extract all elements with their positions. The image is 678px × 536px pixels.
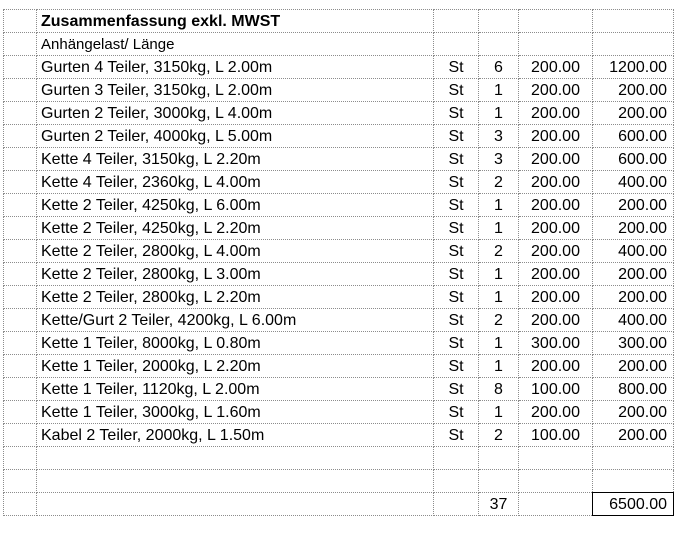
table-row: [4, 171, 674, 194]
item-description[interactable]: Kette 2 Teiler, 2800kg, L 4.00m: [37, 240, 434, 263]
table-row: [4, 401, 674, 424]
item-unit-price[interactable]: 200.00: [519, 148, 593, 171]
table-row: [4, 378, 674, 401]
cell[interactable]: [37, 470, 434, 493]
item-description[interactable]: Kette 2 Teiler, 4250kg, L 2.20m: [37, 217, 434, 240]
item-unit[interactable]: St: [434, 194, 479, 217]
cell[interactable]: [434, 447, 479, 470]
cell[interactable]: [434, 33, 479, 56]
item-unit-price[interactable]: 100.00: [519, 424, 593, 447]
item-unit-price[interactable]: 200.00: [519, 240, 593, 263]
item-unit[interactable]: St: [434, 309, 479, 332]
item-total[interactable]: 200.00: [593, 424, 674, 447]
item-description[interactable]: Kabel 2 Teiler, 2000kg, L 1.50m: [37, 424, 434, 447]
item-unit[interactable]: St: [434, 125, 479, 148]
item-unit-price[interactable]: 200.00: [519, 171, 593, 194]
cell[interactable]: [593, 33, 674, 56]
item-quantity[interactable]: 1: [479, 355, 519, 378]
item-total[interactable]: 400.00: [593, 240, 674, 263]
cell[interactable]: [479, 447, 519, 470]
totals-row: [4, 493, 674, 516]
item-unit[interactable]: St: [434, 355, 479, 378]
item-total[interactable]: 600.00: [593, 125, 674, 148]
empty-row: [4, 470, 674, 493]
cell[interactable]: [4, 355, 37, 378]
cell[interactable]: [434, 10, 479, 33]
cell[interactable]: [593, 447, 674, 470]
item-description[interactable]: Gurten 2 Teiler, 3000kg, L 4.00m: [37, 102, 434, 125]
cell[interactable]: [4, 102, 37, 125]
item-quantity[interactable]: 1: [479, 79, 519, 102]
table-row: [4, 148, 674, 171]
item-total[interactable]: 200.00: [593, 79, 674, 102]
title-row: [4, 10, 674, 33]
item-description[interactable]: Kette 2 Teiler, 4250kg, L 6.00m: [37, 194, 434, 217]
cell[interactable]: [479, 33, 519, 56]
table-row: [4, 309, 674, 332]
table-row: [4, 56, 674, 79]
cell[interactable]: [4, 470, 37, 493]
item-total[interactable]: 300.00: [593, 332, 674, 355]
subtitle-row: [4, 33, 674, 56]
cell[interactable]: [593, 470, 674, 493]
item-quantity[interactable]: 6: [479, 56, 519, 79]
item-unit-price[interactable]: 200.00: [519, 102, 593, 125]
table-row: [4, 125, 674, 148]
spreadsheet: [3, 9, 673, 534]
cell[interactable]: [519, 447, 593, 470]
item-unit-price[interactable]: 100.00: [519, 378, 593, 401]
item-unit[interactable]: St: [434, 240, 479, 263]
table-row: [4, 217, 674, 240]
cell[interactable]: [4, 447, 37, 470]
table-row: [4, 263, 674, 286]
empty-row: [4, 447, 674, 470]
cell[interactable]: [4, 217, 37, 240]
table-row: [4, 102, 674, 125]
item-total[interactable]: 200.00: [593, 263, 674, 286]
item-quantity[interactable]: 2: [479, 424, 519, 447]
item-unit-price[interactable]: 200.00: [519, 355, 593, 378]
summary-table: [3, 9, 674, 516]
cell[interactable]: [4, 56, 37, 79]
cell[interactable]: [4, 148, 37, 171]
item-quantity[interactable]: 2: [479, 240, 519, 263]
item-unit[interactable]: St: [434, 79, 479, 102]
item-total[interactable]: 200.00: [593, 355, 674, 378]
cell[interactable]: [519, 10, 593, 33]
item-unit[interactable]: St: [434, 263, 479, 286]
item-quantity[interactable]: 3: [479, 148, 519, 171]
table-row: [4, 332, 674, 355]
item-description[interactable]: Kette 2 Teiler, 2800kg, L 3.00m: [37, 263, 434, 286]
item-description[interactable]: Gurten 4 Teiler, 3150kg, L 2.00m: [37, 56, 434, 79]
cell[interactable]: [4, 125, 37, 148]
item-unit[interactable]: St: [434, 424, 479, 447]
cell[interactable]: [4, 309, 37, 332]
cell[interactable]: [4, 493, 37, 516]
item-quantity[interactable]: 1: [479, 286, 519, 309]
item-description[interactable]: Kette 4 Teiler, 3150kg, L 2.20m: [37, 148, 434, 171]
quantity-total[interactable]: 37: [479, 493, 519, 516]
item-unit-price[interactable]: 200.00: [519, 79, 593, 102]
item-description[interactable]: Kette 1 Teiler, 3000kg, L 1.60m: [37, 401, 434, 424]
item-unit-price[interactable]: 200.00: [519, 401, 593, 424]
cell[interactable]: [4, 33, 37, 56]
cell[interactable]: [4, 10, 37, 33]
item-unit[interactable]: St: [434, 401, 479, 424]
item-unit-price[interactable]: 300.00: [519, 332, 593, 355]
cell[interactable]: [4, 332, 37, 355]
item-unit[interactable]: St: [434, 148, 479, 171]
table-row: [4, 240, 674, 263]
item-unit[interactable]: St: [434, 102, 479, 125]
item-total[interactable]: 200.00: [593, 286, 674, 309]
item-unit-price[interactable]: 200.00: [519, 56, 593, 79]
item-quantity[interactable]: 1: [479, 102, 519, 125]
cell[interactable]: [519, 493, 593, 516]
item-description[interactable]: Kette 4 Teiler, 2360kg, L 4.00m: [37, 171, 434, 194]
item-quantity[interactable]: 1: [479, 401, 519, 424]
cell[interactable]: [4, 79, 37, 102]
item-quantity[interactable]: 1: [479, 217, 519, 240]
cell[interactable]: [593, 10, 674, 33]
cell[interactable]: [4, 194, 37, 217]
cell[interactable]: [4, 378, 37, 401]
grand-total[interactable]: 6500.00: [593, 493, 674, 516]
table-row: [4, 286, 674, 309]
item-unit[interactable]: St: [434, 378, 479, 401]
item-quantity[interactable]: 3: [479, 125, 519, 148]
cell[interactable]: [479, 10, 519, 33]
item-quantity[interactable]: 2: [479, 171, 519, 194]
item-total[interactable]: 800.00: [593, 378, 674, 401]
cell[interactable]: [519, 470, 593, 493]
cell[interactable]: [4, 401, 37, 424]
sheet-title[interactable]: Zusammenfassung exkl. MWST: [37, 10, 434, 33]
item-total[interactable]: 200.00: [593, 102, 674, 125]
sheet-subtitle[interactable]: Anhängelast/ Länge: [37, 33, 434, 56]
table-row: [4, 194, 674, 217]
item-unit[interactable]: St: [434, 217, 479, 240]
item-total[interactable]: 200.00: [593, 401, 674, 424]
item-quantity[interactable]: 1: [479, 332, 519, 355]
item-unit[interactable]: St: [434, 332, 479, 355]
item-quantity[interactable]: 1: [479, 194, 519, 217]
cell[interactable]: [4, 424, 37, 447]
item-total[interactable]: 200.00: [593, 194, 674, 217]
item-description[interactable]: Kette 1 Teiler, 2000kg, L 2.20m: [37, 355, 434, 378]
cell[interactable]: [434, 493, 479, 516]
cell[interactable]: [479, 470, 519, 493]
item-description[interactable]: Gurten 3 Teiler, 3150kg, L 2.00m: [37, 79, 434, 102]
item-total[interactable]: 400.00: [593, 309, 674, 332]
item-description[interactable]: Kette 1 Teiler, 8000kg, L 0.80m: [37, 332, 434, 355]
item-description[interactable]: Kette/Gurt 2 Teiler, 4200kg, L 6.00m: [37, 309, 434, 332]
item-unit-price[interactable]: 200.00: [519, 125, 593, 148]
item-total[interactable]: 400.00: [593, 171, 674, 194]
item-description[interactable]: Kette 2 Teiler, 2800kg, L 2.20m: [37, 286, 434, 309]
cell[interactable]: [519, 33, 593, 56]
item-unit-price[interactable]: 200.00: [519, 286, 593, 309]
table-row: [4, 79, 674, 102]
cell[interactable]: [37, 493, 434, 516]
table-row: [4, 355, 674, 378]
item-unit-price[interactable]: 200.00: [519, 309, 593, 332]
item-total[interactable]: 600.00: [593, 148, 674, 171]
item-quantity[interactable]: 8: [479, 378, 519, 401]
cell[interactable]: [4, 240, 37, 263]
item-unit-price[interactable]: 200.00: [519, 263, 593, 286]
item-unit[interactable]: St: [434, 56, 479, 79]
item-total[interactable]: 1200.00: [593, 56, 674, 79]
item-unit-price[interactable]: 200.00: [519, 217, 593, 240]
cell[interactable]: [4, 286, 37, 309]
item-unit[interactable]: St: [434, 286, 479, 309]
cell[interactable]: [4, 171, 37, 194]
cell[interactable]: [434, 470, 479, 493]
cell[interactable]: [37, 447, 434, 470]
cell[interactable]: [4, 263, 37, 286]
item-quantity[interactable]: 1: [479, 263, 519, 286]
item-quantity[interactable]: 2: [479, 309, 519, 332]
item-total[interactable]: 200.00: [593, 217, 674, 240]
item-unit-price[interactable]: 200.00: [519, 194, 593, 217]
item-unit[interactable]: St: [434, 171, 479, 194]
table-row: [4, 424, 674, 447]
item-description[interactable]: Gurten 2 Teiler, 4000kg, L 5.00m: [37, 125, 434, 148]
item-description[interactable]: Kette 1 Teiler, 1120kg, L 2.00m: [37, 378, 434, 401]
